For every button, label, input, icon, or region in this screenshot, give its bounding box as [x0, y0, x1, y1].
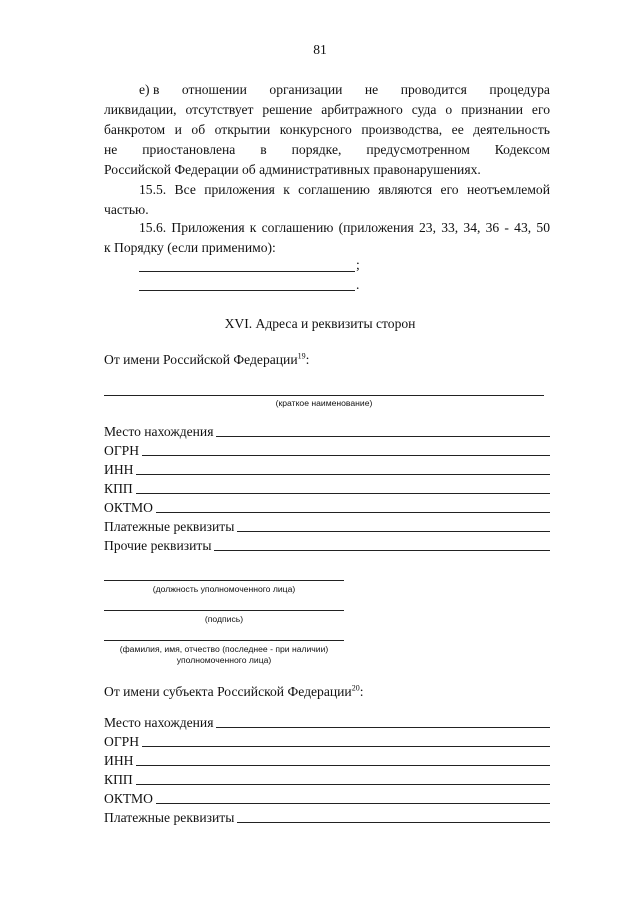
rf-field-inn[interactable]: ИНН — [104, 458, 550, 478]
rf-field-other[interactable]: Прочие реквизиты — [104, 534, 550, 554]
subject-field-payment[interactable]: Платежные реквизиты — [104, 806, 550, 826]
paragraph-15-5: 15.5. Все приложения к соглашению являются его неотъемлемой частью. — [104, 182, 550, 217]
rf-field-oktmo[interactable]: ОКТМО — [104, 496, 550, 516]
appendix-blank-1-punct: ; — [356, 257, 360, 272]
rf-field-kpp[interactable]: КПП — [104, 477, 550, 497]
rf-field-ogrn[interactable]: ОГРН — [104, 439, 550, 459]
subject-field-location[interactable]: Место нахождения — [104, 711, 550, 731]
subject-field-oktmo[interactable]: ОКТМО — [104, 787, 550, 807]
appendix-blank-2-punct: . — [356, 277, 360, 292]
paragraph-e-line4: не приостановлена в порядке, предусмотренном Кодексом — [104, 142, 550, 157]
position-line[interactable] — [104, 580, 344, 581]
full-name-caption-1: (фамилия, имя, отчество (последнее - при наличии) — [119, 644, 329, 654]
rf-heading: От имени Российской Федерации$^{19}$: — [104, 351, 310, 367]
paragraph-e-line3: банкротом и об открытии конкурсного производства, ее деятельность — [104, 122, 550, 137]
paragraph-e — [104, 80, 550, 180]
paragraph-e-line1: е) в отношении организации не проводится процедура — [139, 82, 550, 97]
paragraph-e-line5: Российской Федерации об административных правонарушениях. — [104, 162, 481, 177]
appendix-blank-1[interactable] — [139, 271, 355, 272]
footnote-19: 19 — [297, 351, 306, 361]
appendix-blank-2[interactable] — [139, 290, 355, 291]
subject-field-kpp[interactable]: КПП — [104, 768, 550, 788]
paragraph-15-6: 15.6. Приложения к соглашению (приложения 23, 33, 34, 36 - 43, 50 к Порядку (если применимо): — [104, 220, 550, 255]
section-title: XVI. Адреса и реквизиты сторон — [224, 316, 416, 331]
rf-field-location[interactable]: Место нахождения — [104, 420, 550, 440]
subject-heading: От имени субъекта Российской Федерации$^{20}$: — [104, 683, 364, 699]
page-number: 81 — [313, 42, 327, 57]
full-name-line[interactable] — [104, 640, 344, 641]
paragraph-e-line2: ликвидации, отсутствует решение арбитражного суда о признании его — [104, 102, 550, 117]
subject-field-inn[interactable]: ИНН — [104, 749, 550, 769]
footnote-20: 20 — [351, 683, 360, 693]
full-name-caption-2: уполномоченного лица) — [176, 655, 272, 665]
rf-short-name-line[interactable] — [104, 395, 544, 396]
rf-field-payment[interactable]: Платежные реквизиты — [104, 515, 550, 535]
signature-caption: (подпись) — [204, 614, 244, 624]
subject-field-ogrn[interactable]: ОГРН — [104, 730, 550, 750]
rf-short-name-caption: (краткое наименование) — [275, 398, 373, 408]
position-caption: (должность уполномоченного лица) — [152, 584, 296, 594]
signature-line[interactable] — [104, 610, 344, 611]
